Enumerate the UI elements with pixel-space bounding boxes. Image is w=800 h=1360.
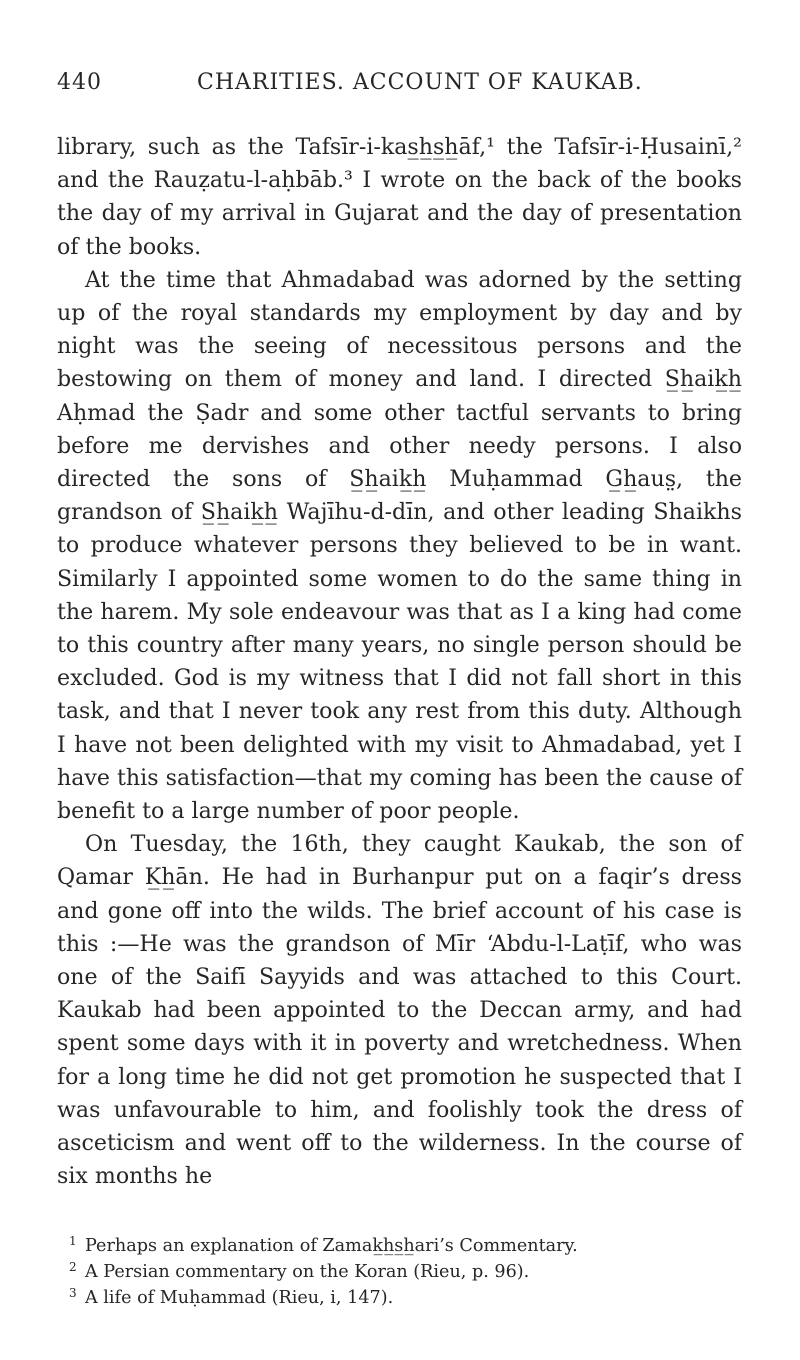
footnote (57, 1285, 742, 1311)
footnote-text: Perhaps an explanation of Zamak̲h̲s̲h̲ari’s Commentary. (85, 1236, 578, 1256)
footnote-text: A life of Muḥammad (Rieu, i, 147). (85, 1288, 394, 1308)
running-title: CHARITIES. ACCOUNT OF KAUKAB. (197, 70, 643, 95)
footnote-text: A Persian commentary on the Koran (Rieu, p. 96). (85, 1262, 530, 1282)
footnotes (57, 1233, 742, 1311)
paragraph: At the time that Ahmadabad was adorned by the setting up of the royal standards my employment by day and by night was the seeing of necessitous persons and the bestowing on them of money and land. I directed S̲h̲aik̲h̲ Aḥmad the Ṣadr and some other tactful servants to bring before me dervishes and other needy persons. I also directed the sons of S̲h̲aik̲h̲ Muḥammad G̲h̲aus̤, the grandson of S̲h̲aik̲h̲ Wajīhu-d-dīn, and other leading Shaikhs to produce whatever persons they believed to be in want. Similarly I appointed some women to do the same thing in the harem. My sole endeavour was that as I a king had come to this country after many years, no single person should be excluded. God is my witness that I did not fall short in this task, and that I never took any rest from this duty. Although I have not been delighted with my visit to Ahmadabad, yet I have this satisfaction—that my coming has been the cause of benefit to a large number of poor people. (57, 266, 742, 825)
paragraph: On Tuesday, the 16th, they caught Kaukab, the son of Qamar K̲h̲ān. He had in Burhanpur put on a faqir’s dress and gone off into the wilds. The brief account of his case is this :—He was the grandson of Mīr ‘Abdu-l-Laṭīf, who was one of the Saifī Sayyids and was attached to this Court. Kaukab had been appointed to the Deccan army, and had spent some days with it in poverty and wretchedness. When for a long time he did not get promotion he suspected that I was unfavourable to him, and foolishly took the dress of asceticism and went off to the wilderness. In the course of six months he (57, 831, 742, 1190)
page-number: 440 (57, 70, 102, 95)
paragraph: library, such as the Tafsīr-i-kas̲h̲s̲h̲āf,¹ the Tafsīr-i-Ḥusainī,² and the Rauẓatu-l-aḥbāb.³ I wrote on the back of the books the day of my arrival in Gujarat and the day of presentation of the books. (57, 134, 742, 260)
footnote (57, 1259, 742, 1285)
body-text (57, 131, 742, 1194)
footnote-number: 2 (69, 1260, 77, 1274)
footnote (57, 1233, 742, 1259)
footnote-number: 3 (69, 1286, 77, 1300)
running-header (57, 70, 742, 104)
footnote-number: 1 (69, 1234, 77, 1248)
